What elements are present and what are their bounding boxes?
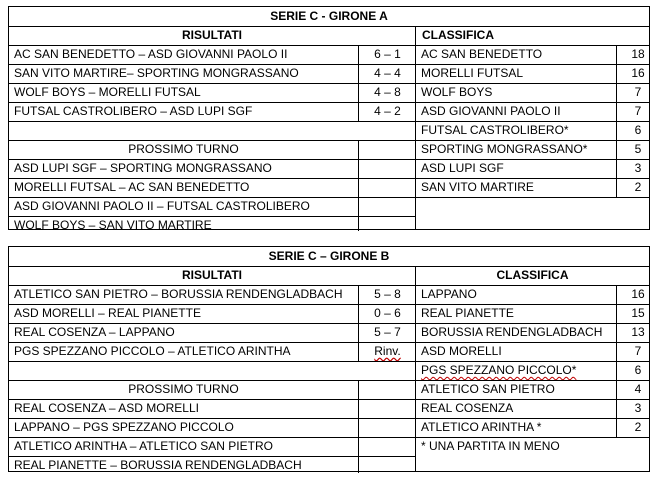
standings-row [415, 121, 649, 140]
fixture-cell: MORELLI FUTSAL – AC SAN BENEDETTO [14, 180, 250, 194]
standings-row [415, 102, 649, 121]
points-cell: 5 [616, 141, 649, 159]
score-cell: 5 – 8 [358, 286, 416, 304]
standings-row [415, 178, 649, 197]
table-row [9, 342, 416, 361]
match-cell: REAL COSENZA – LAPPANO [14, 325, 175, 339]
points-cell: 2 [616, 419, 649, 437]
match-cell: AC SAN BENEDETTO – ASD GIOVANNI PAOLO II [14, 47, 288, 61]
team-cell: WOLF BOYS [421, 85, 493, 99]
table-row [9, 64, 416, 83]
team-cell: REAL COSENZA [421, 401, 514, 415]
group-a-table [8, 6, 650, 230]
table-row [9, 140, 416, 159]
score-cell [358, 179, 416, 197]
score-cell [358, 457, 416, 473]
group-b-results-header: RISULTATI [182, 268, 242, 282]
table-row [9, 216, 416, 231]
standings-row [415, 342, 649, 361]
points-cell: 3 [616, 400, 649, 418]
table-row [9, 285, 416, 304]
group-a-standings-header: CLASSIFICA [415, 27, 649, 45]
team-cell: ATLETICO SAN PIETRO [421, 382, 555, 396]
team-cell: LAPPANO [421, 287, 477, 301]
standings-row [415, 361, 649, 380]
score-cell [358, 419, 416, 437]
table-row [9, 304, 416, 323]
table-row [9, 159, 416, 178]
standings-row [415, 45, 649, 64]
group-a-title: SERIE C - GIRONE A [270, 9, 388, 23]
score-cell [358, 141, 416, 159]
score-cell [358, 198, 416, 216]
score-cell: 4 – 2 [358, 103, 416, 121]
next-round-header: PROSSIMO TURNO [128, 142, 239, 156]
team-cell: ATLETICO ARINTHA * [421, 420, 542, 434]
score-cell: 0 – 6 [358, 305, 416, 323]
points-cell: 6 [616, 362, 649, 380]
standings-row [415, 323, 649, 342]
table-row [9, 45, 416, 64]
fixture-cell: LAPPANO – PGS SPEZZANO PICCOLO [14, 420, 234, 434]
score-cell [358, 217, 416, 231]
score-cell [358, 438, 416, 456]
points-cell: 6 [616, 122, 649, 140]
points-cell: 13 [616, 324, 649, 342]
group-a-results-header: RISULTATI [182, 28, 242, 42]
standings-row [415, 64, 649, 83]
points-cell: 2 [616, 179, 649, 197]
table-row [9, 418, 416, 437]
group-a-section-header-row [9, 26, 649, 45]
standings-row [415, 83, 649, 102]
team-cell: FUTSAL CASTROLIBERO* [421, 123, 569, 137]
match-cell: ASD MORELLI – REAL PIANETTE [14, 306, 201, 320]
table-row [9, 102, 416, 121]
fixture-cell: ATLETICO ARINTHA – ATLETICO SAN PIETRO [14, 439, 273, 453]
fixture-cell: REAL COSENZA – ASD MORELLI [14, 401, 199, 415]
points-cell: 18 [616, 46, 649, 64]
footnote: * UNA PARTITA IN MENO [421, 439, 560, 453]
group-b-section-header-row [9, 266, 649, 285]
standings-row [415, 285, 649, 304]
next-round-header: PROSSIMO TURNO [128, 382, 239, 396]
team-cell: ASD LUPI SGF [421, 161, 504, 175]
team-cell: ASD GIOVANNI PAOLO II [421, 104, 561, 118]
fixture-cell: ASD GIOVANNI PAOLO II – FUTSAL CASTROLIBERO [14, 199, 310, 213]
match-cell: ATLETICO SAN PIETRO – BORUSSIA RENDENGLADBACH [14, 287, 343, 301]
standings-empty-area [415, 197, 649, 231]
table-row [9, 456, 416, 473]
footnote-row [415, 437, 649, 473]
points-cell: 4 [616, 381, 649, 399]
group-b-table [8, 246, 650, 472]
standings-row [415, 159, 649, 178]
team-cell: MORELLI FUTSAL [421, 66, 524, 80]
standings-row [415, 418, 649, 437]
points-cell: 16 [616, 65, 649, 83]
team-cell: ASD MORELLI [421, 344, 502, 358]
empty-row [9, 361, 416, 380]
team-cell: AC SAN BENEDETTO [421, 47, 543, 61]
points-cell: 7 [616, 103, 649, 121]
table-row [9, 437, 416, 456]
standings-row [415, 399, 649, 418]
fixture-cell: WOLF BOYS – SAN VITO MARTIRE [14, 218, 212, 231]
team-cell: BORUSSIA RENDENGLADBACH [421, 325, 603, 339]
points-cell: 7 [616, 84, 649, 102]
score-cell [358, 400, 416, 418]
group-b-title: SERIE C – GIRONE B [268, 249, 390, 263]
fixture-cell: ASD LUPI SGF – SPORTING MONGRASSANO [14, 161, 272, 175]
postponed-label: Rinv. [374, 344, 401, 358]
group-b-standings-header: CLASSIFICA [415, 267, 649, 285]
standings-row [415, 140, 649, 159]
table-row [9, 399, 416, 418]
match-cell: FUTSAL CASTROLIBERO – ASD LUPI SGF [14, 104, 253, 118]
standings-row [415, 380, 649, 399]
points-cell: 16 [616, 286, 649, 304]
points-cell: 7 [616, 343, 649, 361]
score-cell: 5 – 7 [358, 324, 416, 342]
team-name-spellcheck: PGS SPEZZANO PICCOLO* [421, 363, 577, 377]
team-cell: REAL PIANETTE [421, 306, 514, 320]
score-cell [358, 381, 416, 399]
points-cell: 15 [616, 305, 649, 323]
table-row [9, 83, 416, 102]
match-cell: PGS SPEZZANO PICCOLO – ATLETICO ARINTHA [14, 344, 291, 358]
score-cell [358, 343, 416, 361]
table-row [9, 323, 416, 342]
team-cell [415, 362, 616, 380]
team-cell: SPORTING MONGRASSANO* [421, 142, 588, 156]
score-cell: 4 – 8 [358, 84, 416, 102]
standings-row [415, 304, 649, 323]
match-cell: SAN VITO MARTIRE– SPORTING MONGRASSANO [14, 66, 299, 80]
score-cell: 4 – 4 [358, 65, 416, 83]
points-cell: 3 [616, 160, 649, 178]
fixture-cell: REAL PIANETTE – BORUSSIA RENDENGLADBACH [14, 458, 302, 472]
match-cell: WOLF BOYS – MORELLI FUTSAL [14, 85, 201, 99]
team-cell: SAN VITO MARTIRE [421, 180, 534, 194]
score-cell [358, 160, 416, 178]
table-row [9, 197, 416, 216]
score-cell: 6 – 1 [358, 46, 416, 64]
table-row [9, 178, 416, 197]
table-row [9, 380, 416, 399]
empty-row [9, 121, 416, 140]
